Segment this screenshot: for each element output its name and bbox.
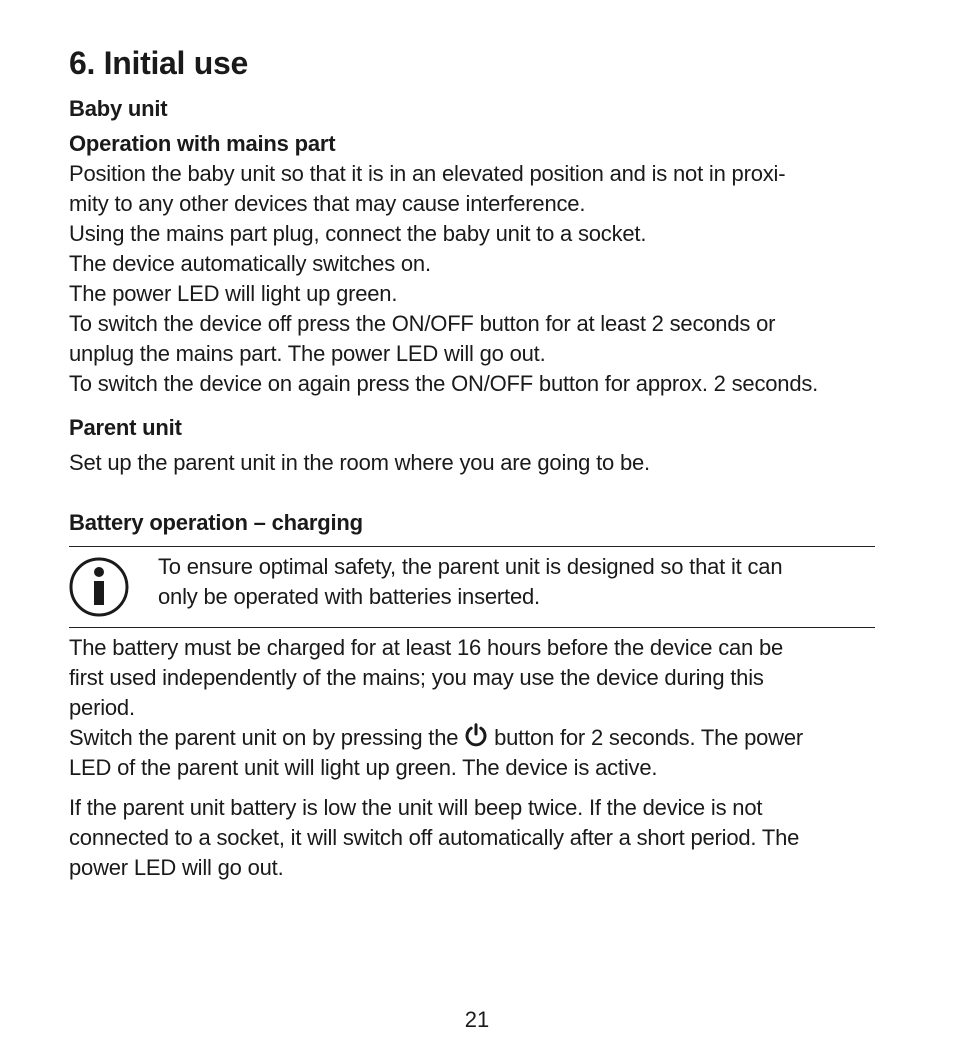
section-heading: 6. Initial use	[69, 45, 248, 81]
switch-text-after: button for 2 seconds. The power	[488, 725, 804, 750]
switch-on-paragraph	[69, 723, 889, 783]
text-line: Position the baby unit so that it is in an elevated position and is not in proxi-	[69, 161, 786, 186]
text-line: period.	[69, 695, 135, 720]
text-line: The device automatically switches on.	[69, 251, 431, 276]
text-line: The power LED will light up green.	[69, 281, 398, 306]
page-number: 21	[464, 1007, 490, 1032]
text-line: The battery must be charged for at least 16 hours before the device can be	[69, 635, 784, 660]
mains-operation-title: Operation with mains part	[69, 131, 336, 156]
text-line: connected to a socket, it will switch off automatically after a short period. The	[69, 825, 800, 850]
text-line: To switch the device off press the ON/OFF button for at least 2 seconds or	[69, 311, 776, 336]
note-line: To ensure optimal safety, the parent unit is designed so that it can	[158, 554, 783, 579]
text-line	[69, 723, 889, 753]
page-content	[69, 44, 889, 883]
note-line: only be operated with batteries inserted.	[158, 584, 540, 609]
text-line: LED of the parent unit will light up green. The device is active.	[69, 755, 658, 780]
low-battery-paragraph	[69, 793, 889, 883]
parent-unit-title: Parent unit	[69, 415, 182, 440]
text-line: If the parent unit battery is low the unit will beep twice. If the device is not	[69, 795, 763, 820]
text-line: first used independently of the mains; you may use the device during this	[69, 665, 764, 690]
switch-text-before: Switch the parent unit on by pressing the	[69, 725, 465, 750]
text-line: To switch the device on again press the ON/OFF button for approx. 2 seconds.	[69, 371, 819, 396]
text-line: power LED will go out.	[69, 855, 284, 880]
baby-unit-title: Baby unit	[69, 96, 168, 121]
text-line: Using the mains part plug, connect the baby unit to a socket.	[69, 221, 647, 246]
info-icon	[69, 557, 129, 617]
text-line: unplug the mains part. The power LED will go out.	[69, 341, 546, 366]
charging-paragraph	[69, 633, 889, 723]
baby-unit-instructions	[69, 159, 889, 399]
text-line: mity to any other devices that may cause interference.	[69, 191, 586, 216]
battery-operation-title: Battery operation – charging	[69, 510, 363, 535]
power-icon	[464, 723, 488, 747]
parent-unit-text: Set up the parent unit in the room where you are going to be.	[69, 450, 650, 475]
info-note-box	[69, 546, 875, 628]
